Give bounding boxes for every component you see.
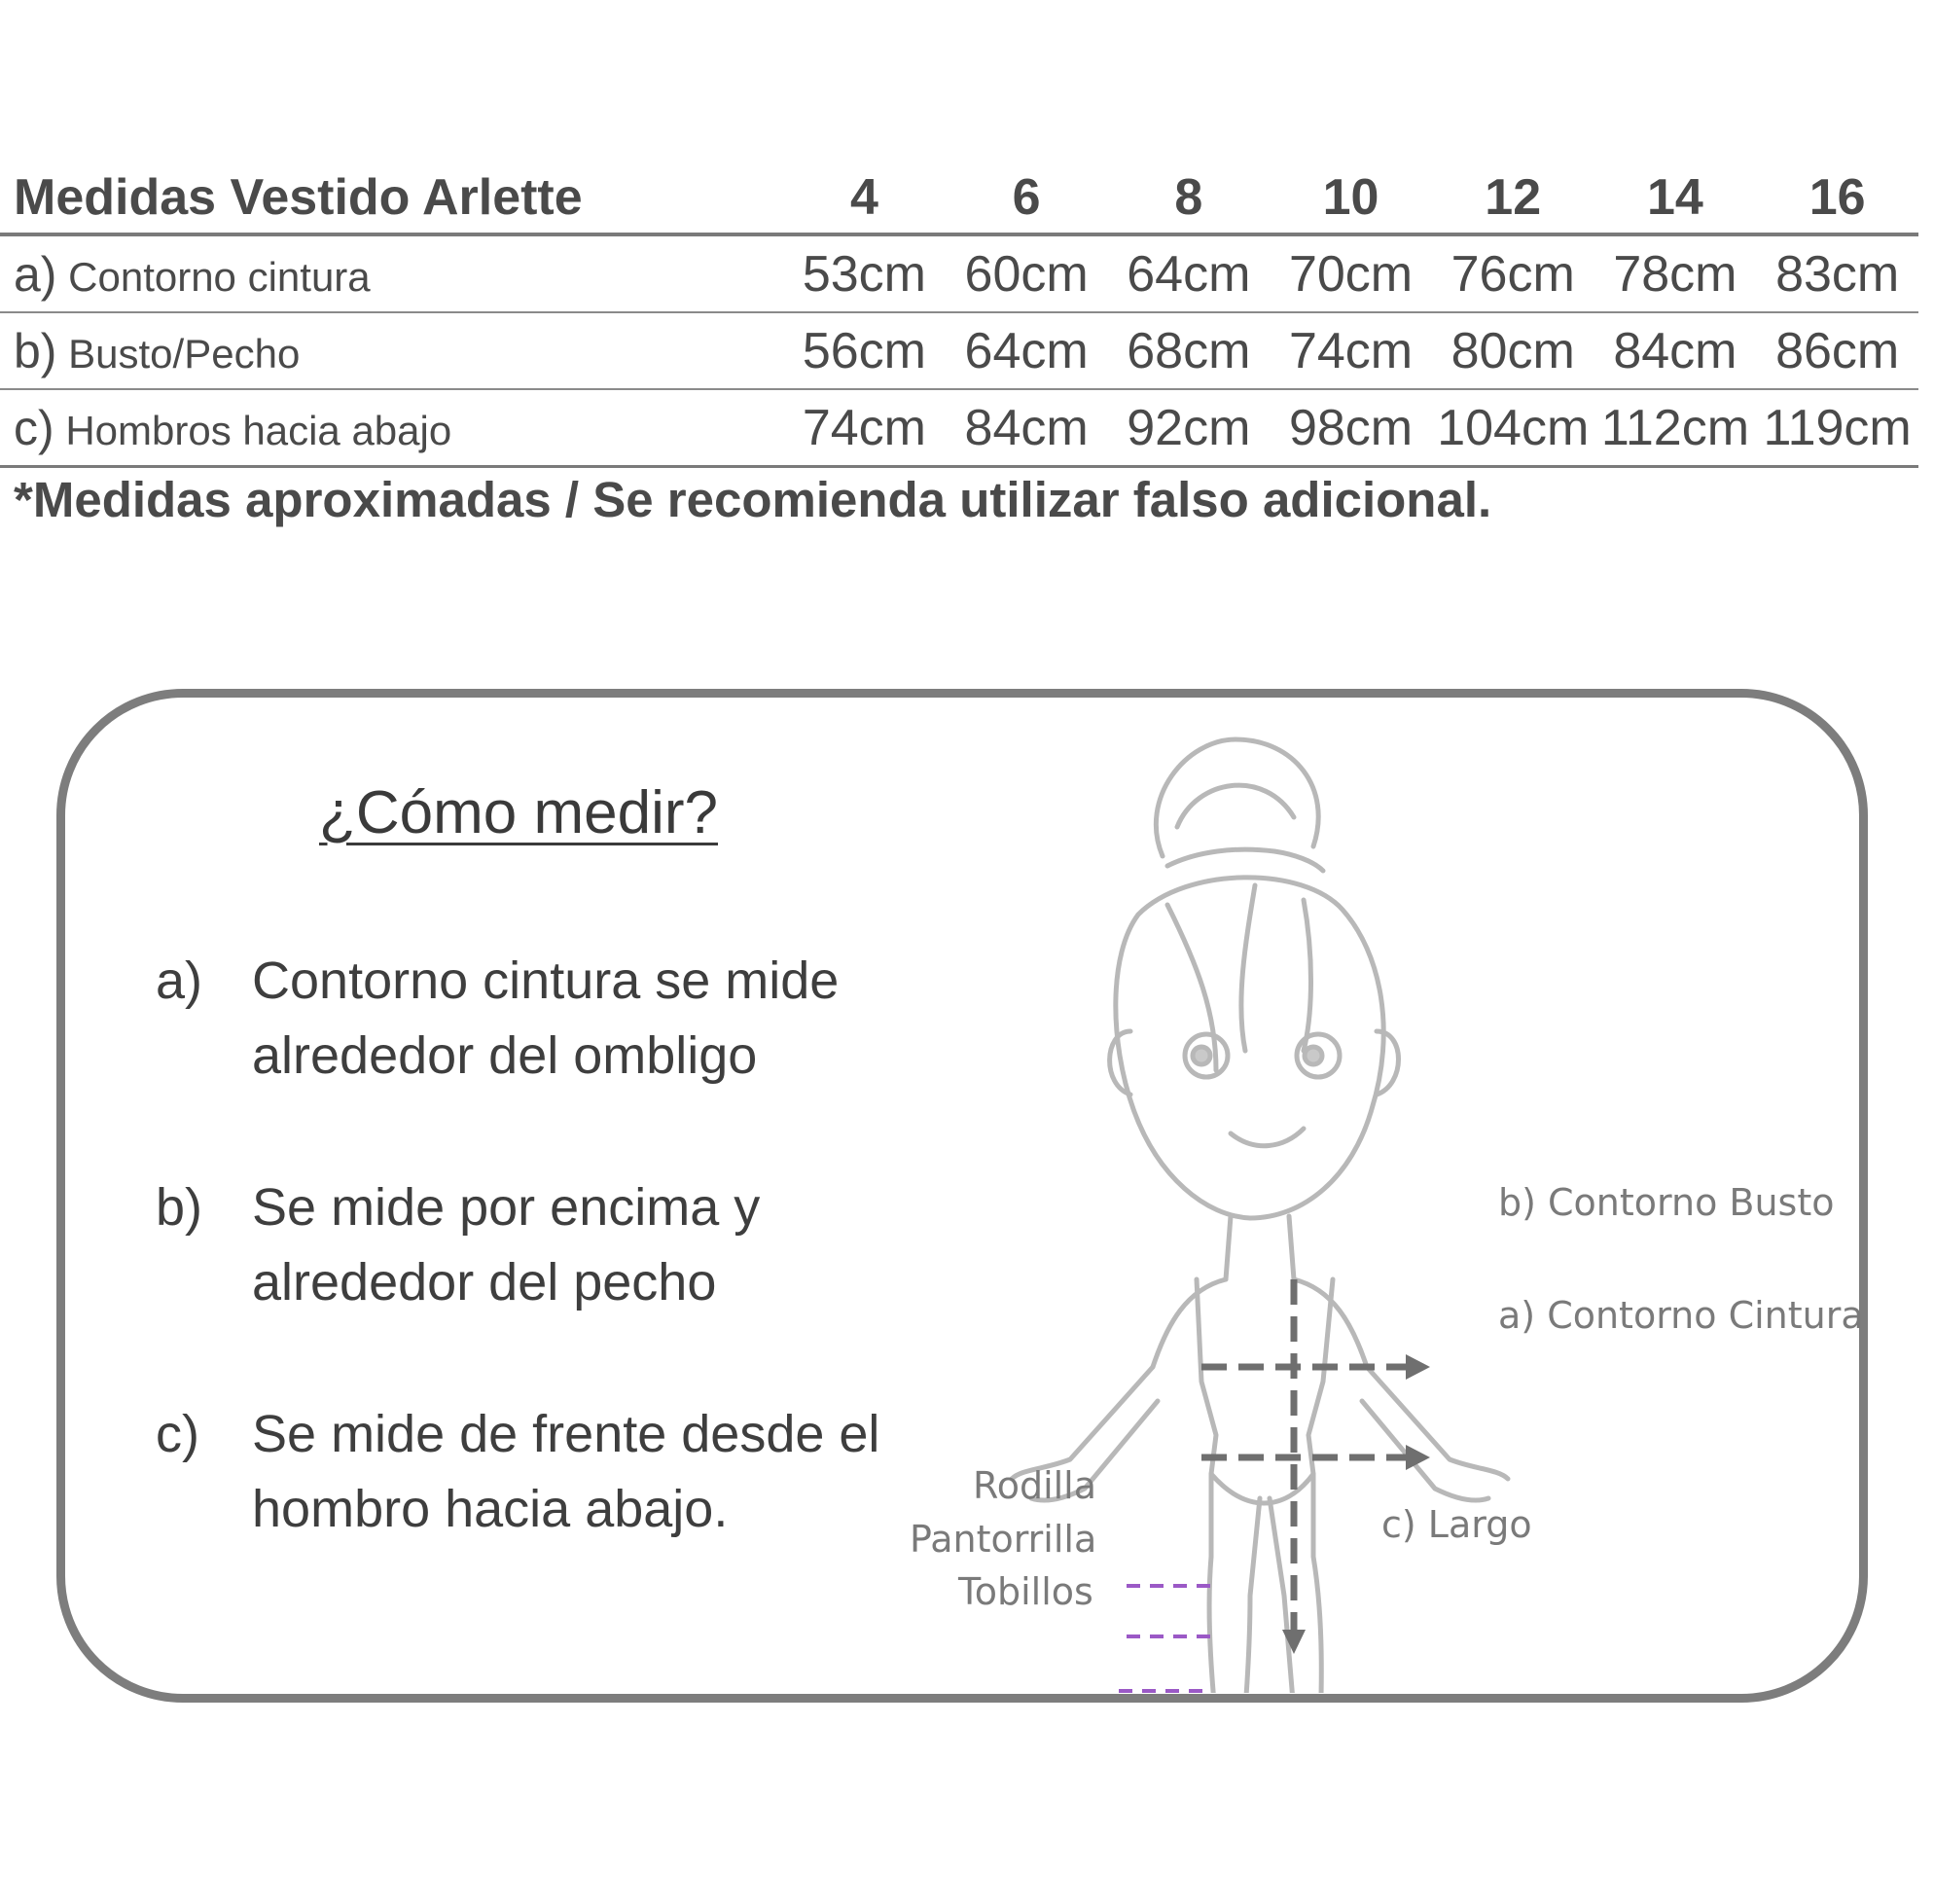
row-letter: b) [14, 323, 57, 378]
guide-step [156, 944, 839, 1094]
row-label [0, 389, 783, 467]
guide-step [156, 1170, 760, 1320]
guide-step [156, 1397, 879, 1547]
table-cell: 86cm [1756, 312, 1918, 389]
bust-label: b) Contorno Busto [1498, 1181, 1835, 1224]
table-row [0, 389, 1918, 467]
step-marker: b) [156, 1178, 203, 1237]
waist-label: a) Contorno Cintura [1498, 1294, 1864, 1337]
step-line: alrededor del ombligo [252, 1026, 758, 1085]
knee-label: Rodilla [973, 1464, 1097, 1507]
approximate-note: *Medidas aproximadas / Se recomienda utilizar falso adicional. [14, 472, 1492, 527]
length-label: c) Largo [1381, 1503, 1532, 1546]
table-row [0, 312, 1918, 389]
calf-label: Pantorrilla [910, 1518, 1097, 1561]
size-header: 12 [1432, 156, 1594, 234]
step-line: alrededor del pecho [252, 1253, 717, 1311]
table-cell: 74cm [1270, 312, 1432, 389]
row-label [0, 234, 783, 312]
size-header: 6 [946, 156, 1108, 234]
table-cell: 60cm [946, 234, 1108, 312]
table-cell: 76cm [1432, 234, 1594, 312]
table-cell: 74cm [783, 389, 946, 467]
row-letter: a) [14, 246, 57, 302]
table-cell: 84cm [1594, 312, 1757, 389]
step-line: Contorno cintura se mide [252, 952, 840, 1010]
hair-bun-icon [1156, 739, 1318, 856]
step-line: hombro hacia abajo. [252, 1480, 729, 1538]
table-cell: 64cm [946, 312, 1108, 389]
table-cell: 68cm [1107, 312, 1270, 389]
size-header: 16 [1756, 156, 1918, 234]
row-label-text: Hombros hacia abajo [65, 407, 452, 453]
size-table [0, 156, 1918, 468]
table-title: Medidas Vestido Arlette [0, 156, 783, 234]
size-header: 10 [1270, 156, 1432, 234]
row-label-text: Busto/Pecho [68, 330, 301, 377]
size-header: 14 [1594, 156, 1757, 234]
arrow-right-icon [1406, 1354, 1430, 1380]
table-cell: 53cm [783, 234, 946, 312]
table-cell: 98cm [1270, 389, 1432, 467]
table-cell: 119cm [1756, 389, 1918, 467]
row-letter: c) [14, 400, 54, 455]
table-cell: 84cm [946, 389, 1108, 467]
ankle-label: Tobillos [958, 1570, 1093, 1613]
table-cell: 80cm [1432, 312, 1594, 389]
step-marker: c) [156, 1405, 199, 1463]
table-cell: 112cm [1594, 389, 1757, 467]
table-cell: 64cm [1107, 234, 1270, 312]
table-cell: 78cm [1594, 234, 1757, 312]
table-header-row [0, 156, 1918, 234]
table-cell: 83cm [1756, 234, 1918, 312]
table-row [0, 234, 1918, 312]
size-header: 4 [783, 156, 946, 234]
step-line: Se mide por encima y [252, 1178, 761, 1237]
table-cell: 56cm [783, 312, 946, 389]
table-cell: 92cm [1107, 389, 1270, 467]
size-header: 8 [1107, 156, 1270, 234]
table-cell: 104cm [1432, 389, 1594, 467]
row-label [0, 312, 783, 389]
table-cell: 70cm [1270, 234, 1432, 312]
row-label-text: Contorno cintura [68, 253, 371, 300]
step-line: Se mide de frente desde el [252, 1405, 880, 1463]
step-marker: a) [156, 952, 203, 1010]
guide-title: ¿Cómo medir? [319, 779, 718, 846]
